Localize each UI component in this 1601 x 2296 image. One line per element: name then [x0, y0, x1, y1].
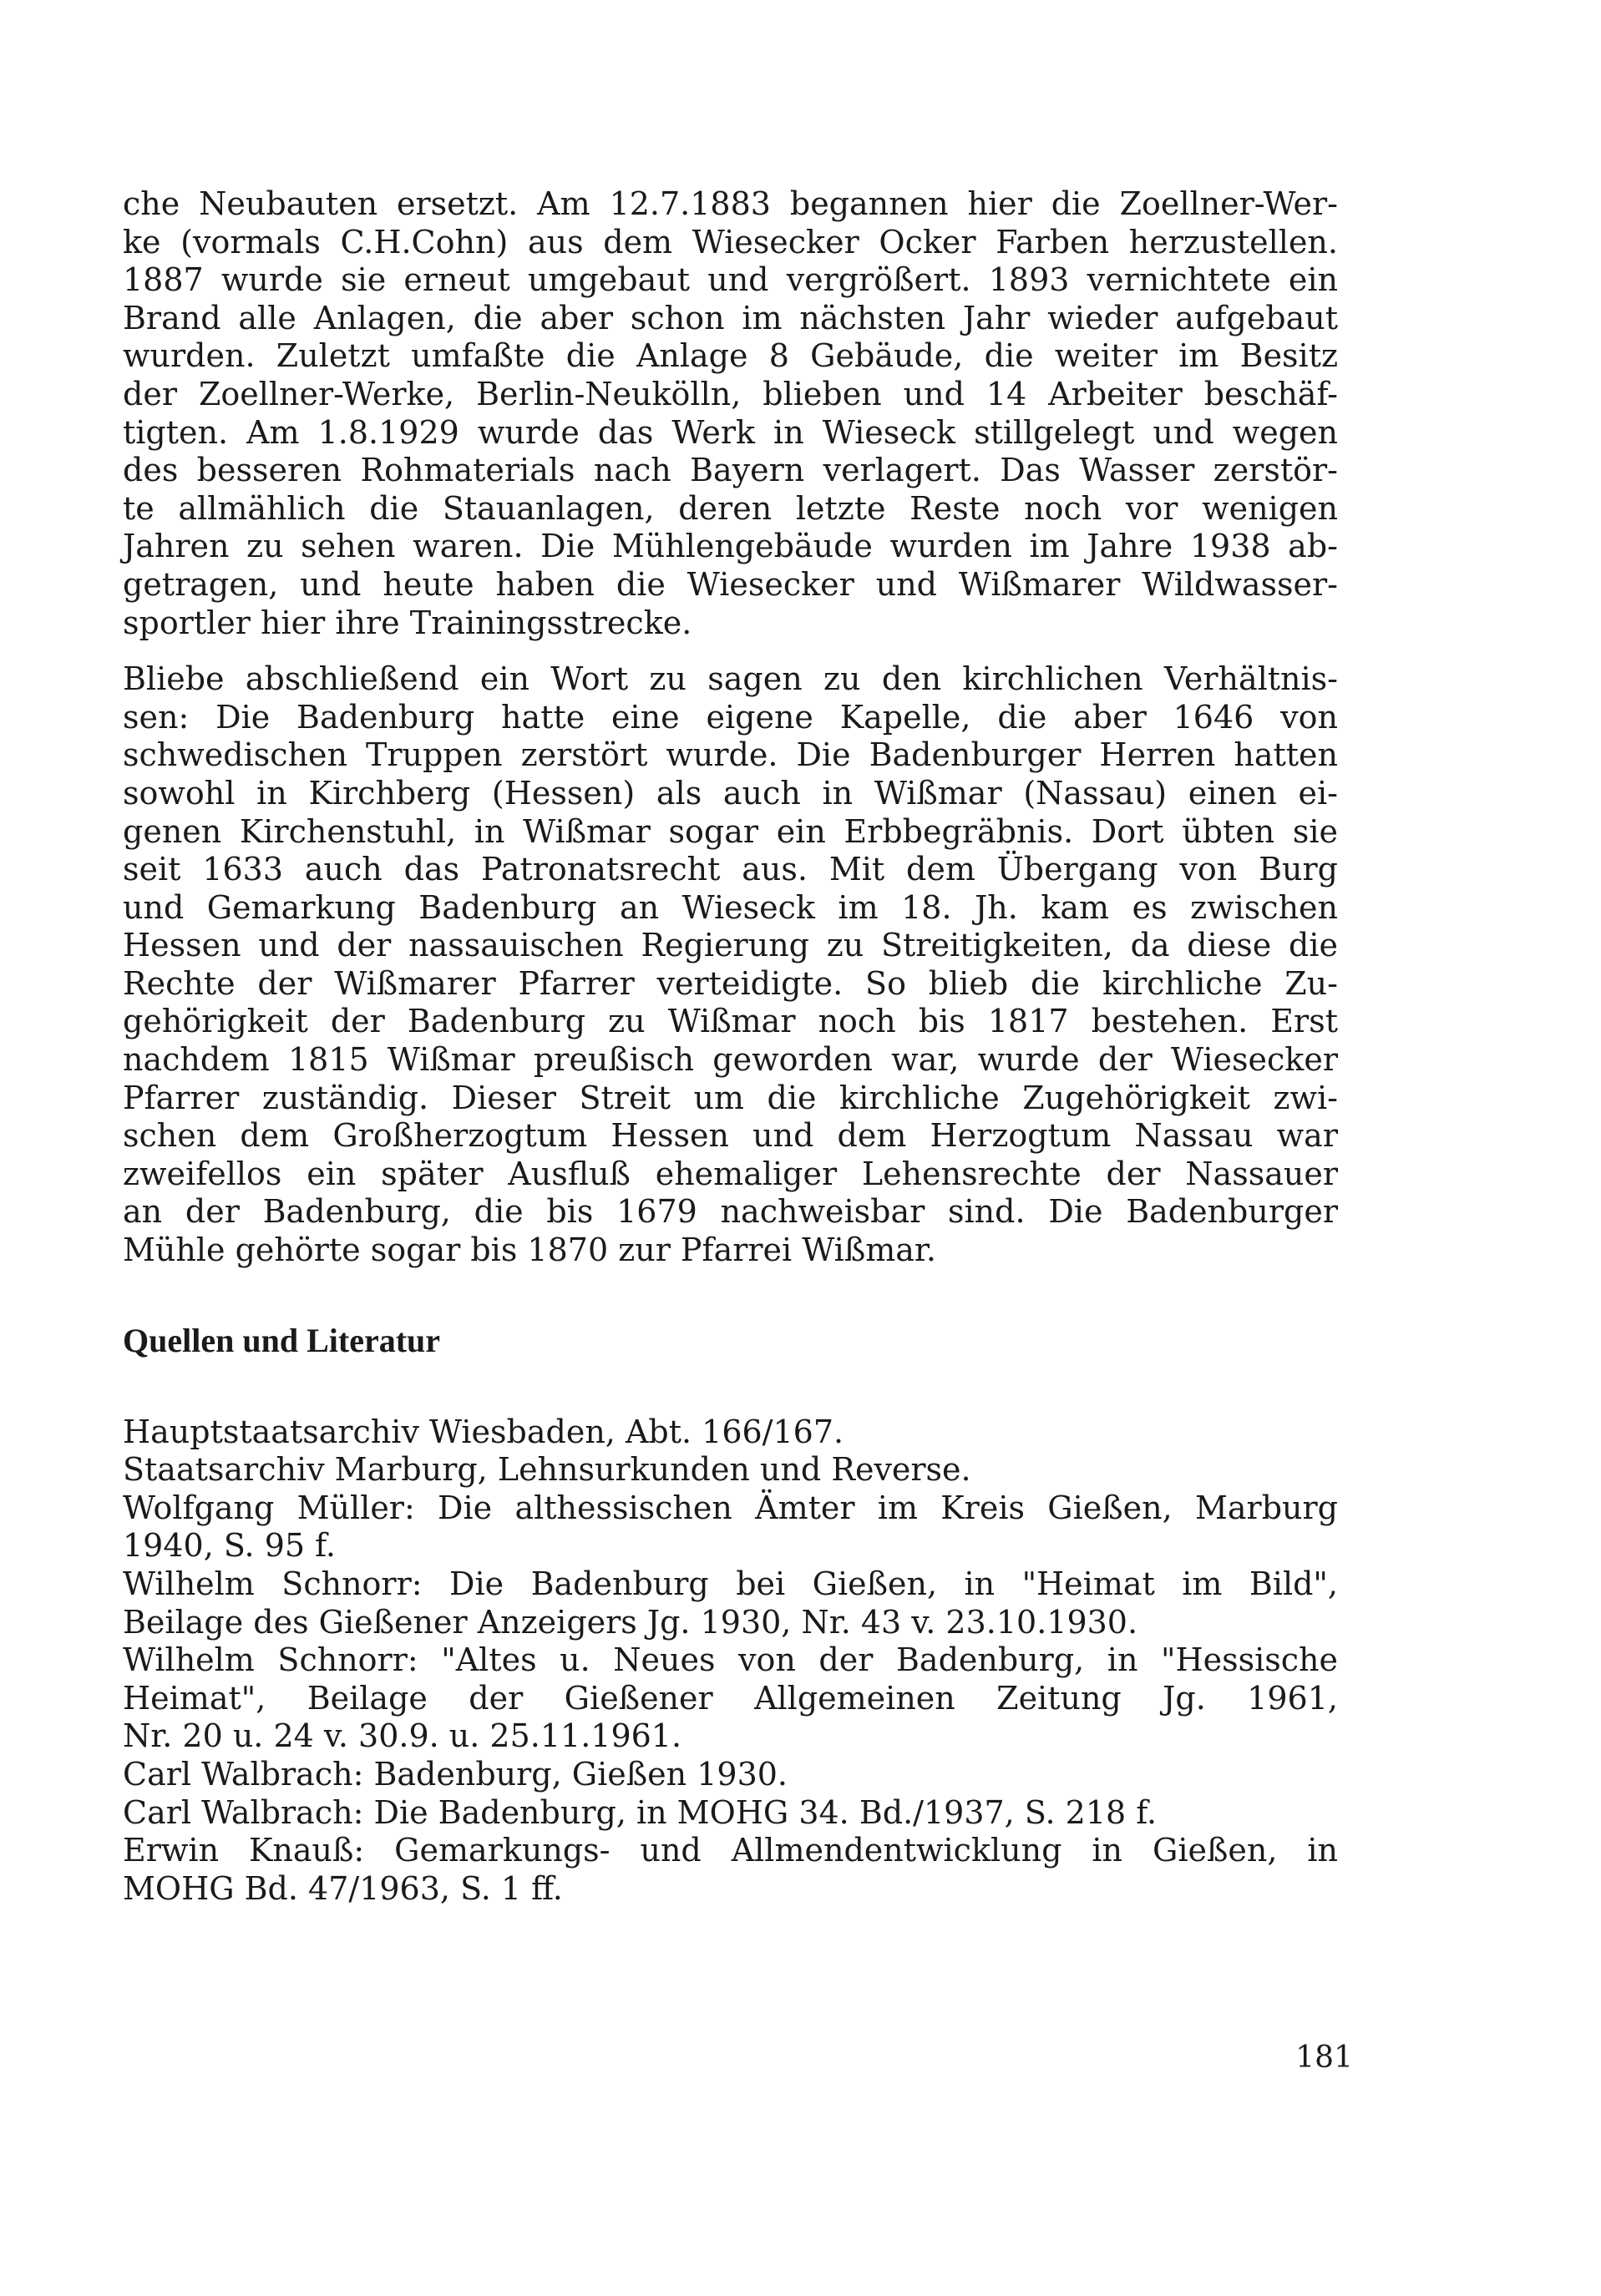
page-number: 181	[1295, 2041, 1353, 2075]
text-line: gehörigkeit der Badenburg zu Wißmar noch bis 1817 bestehen. Erst	[123, 1003, 1338, 1040]
source-line: Erwin Knauß: Gemarkungs- und Allmendentwicklung in Gießen, in	[123, 1832, 1338, 1869]
text-line: te allmählich die Stauanlagen, deren letzte Reste noch vor wenigen	[123, 489, 1338, 527]
text-line: schwedischen Truppen zerstört wurde. Die Badenburger Herren hatten	[123, 736, 1338, 774]
text-line: Rechte der Wißmarer Pfarrer verteidigte. So blieb die kirchliche Zu-	[123, 964, 1338, 1002]
source-line: Nr. 20 u. 24 v. 30.9. u. 25.11.1961.	[123, 1717, 682, 1755]
source-line: Beilage des Gießener Anzeigers Jg. 1930, Nr. 43 v. 23.10.1930.	[123, 1603, 1138, 1641]
source-line: MOHG Bd. 47/1963, S. 1 ff.	[123, 1869, 563, 1907]
source-line: Wolfgang Müller: Die althessischen Ämter im Kreis Gießen, Marburg	[123, 1489, 1338, 1526]
paragraph-1	[123, 185, 1338, 642]
text-line: schen dem Großherzogtum Hessen und dem Herzogtum Nassau war	[123, 1117, 1338, 1155]
text-line: 1887 wurde sie erneut umgebaut und vergrößert. 1893 vernichtete ein	[123, 261, 1338, 299]
section-heading: Quellen und Literatur	[123, 1321, 441, 1359]
text-line: der Zoellner-Werke, Berlin-Neukölln, blieben und 14 Arbeiter beschäf-	[123, 375, 1338, 412]
source-line: Carl Walbrach: Badenburg, Gießen 1930.	[123, 1755, 788, 1793]
text-line: nachdem 1815 Wißmar preußisch geworden war, wurde der Wiesecker	[123, 1041, 1338, 1079]
source-line: Staatsarchiv Marburg, Lehnsurkunden und Reverse.	[123, 1451, 971, 1489]
source-entry	[123, 1756, 1338, 1794]
text-line: zweifellos ein später Ausfluß ehemaliger Lehensrechte der Nassauer	[123, 1155, 1338, 1192]
text-line: Hessen und der nassauischen Regierung zu Streitigkeiten, da diese die	[123, 927, 1338, 964]
text-line: sportler hier ihre Trainingsstrecke.	[123, 604, 692, 641]
page-body	[123, 185, 1338, 1908]
source-entry	[123, 1641, 1338, 1756]
text-line: seit 1633 auch das Patronatsrecht aus. Mit dem Übergang von Burg	[123, 851, 1338, 888]
text-line: genen Kirchenstuhl, in Wißmar sogar ein Erbbegräbnis. Dort übten sie	[123, 812, 1338, 850]
text-line: tigten. Am 1.8.1929 wurde das Werk in Wieseck stillgelegt und wegen	[123, 413, 1338, 451]
paragraph-2	[123, 660, 1338, 1270]
text-line: Mühle gehörte sogar bis 1870 zur Pfarrei Wißmar.	[123, 1231, 936, 1269]
source-entry	[123, 1565, 1338, 1641]
text-line: an der Badenburg, die bis 1679 nachweisbar sind. Die Badenburger	[123, 1193, 1338, 1231]
source-entry	[123, 1794, 1338, 1833]
text-line: Pfarrer zuständig. Dieser Streit um die kirchliche Zugehörigkeit zwi-	[123, 1079, 1338, 1116]
text-line: sen: Die Badenburg hatte eine eigene Kapelle, die aber 1646 von	[123, 698, 1338, 736]
source-line: Wilhelm Schnorr: Die Badenburg bei Gießen, in "Heimat im Bild",	[123, 1565, 1338, 1602]
text-line: Jahren zu sehen waren. Die Mühlengebäude wurden im Jahre 1938 ab-	[123, 528, 1338, 565]
text-line: che Neubauten ersetzt. Am 12.7.1883 begannen hier die Zoellner-Wer-	[123, 185, 1338, 222]
source-entry	[123, 1832, 1338, 1908]
source-line: 1940, S. 95 f.	[123, 1527, 336, 1565]
text-line: wurden. Zuletzt umfaßte die Anlage 8 Gebäude, die weiter im Besitz	[123, 337, 1338, 375]
text-line: und Gemarkung Badenburg an Wieseck im 18. Jh. kam es zwischen	[123, 888, 1338, 926]
source-line: Hauptstaatsarchiv Wiesbaden, Abt. 166/167.	[123, 1413, 844, 1450]
text-line: Brand alle Anlagen, die aber schon im nächsten Jahr wieder aufgebaut	[123, 299, 1338, 336]
sources-list	[123, 1414, 1338, 1909]
source-entry	[123, 1451, 1338, 1489]
text-line: sowohl in Kirchberg (Hessen) als auch in Wißmar (Nassau) einen ei-	[123, 774, 1338, 812]
source-line: Carl Walbrach: Die Badenburg, in MOHG 34. Bd./1937, S. 218 f.	[123, 1793, 1158, 1831]
text-line: ke (vormals C.H.Cohn) aus dem Wiesecker Ocker Farben herzustellen.	[123, 223, 1338, 260]
source-line: Heimat", Beilage der Gießener Allgemeinen Zeitung Jg. 1961,	[123, 1679, 1338, 1717]
source-entry	[123, 1414, 1338, 1452]
source-line: Wilhelm Schnorr: "Altes u. Neues von der Badenburg, in "Hessische	[123, 1641, 1338, 1679]
text-line: des besseren Rohmaterials nach Bayern verlagert. Das Wasser zerstör-	[123, 452, 1338, 489]
text-line: Bliebe abschließend ein Wort zu sagen zu den kirchlichen Verhältnis-	[123, 660, 1338, 698]
source-entry	[123, 1489, 1338, 1565]
text-line: getragen, und heute haben die Wiesecker und Wißmarer Wildwasser-	[123, 565, 1338, 603]
